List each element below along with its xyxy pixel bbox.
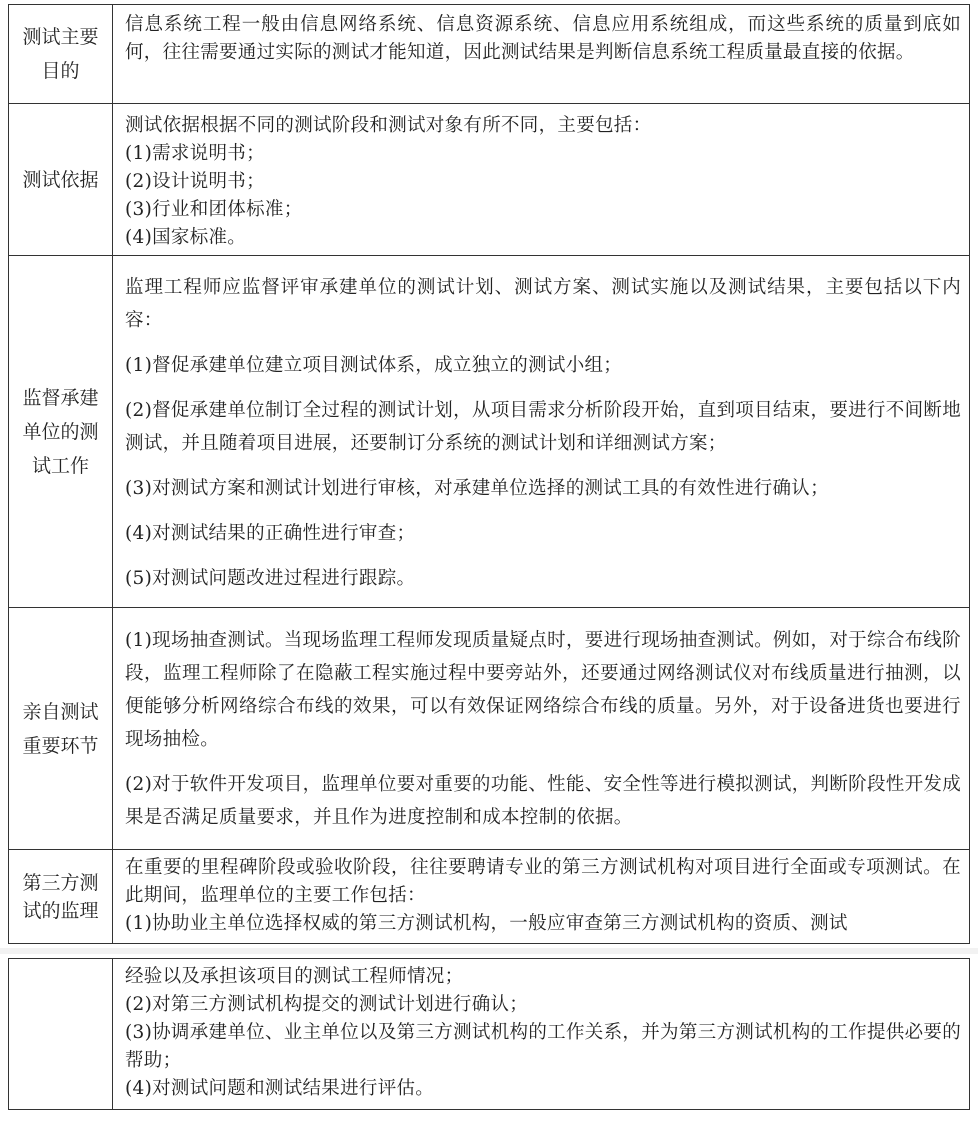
row-header-cell (9, 850, 113, 943)
table-row-third-party (9, 850, 969, 943)
row-content-cell (125, 256, 961, 607)
paragraph: 在重要的里程碑阶段或验收阶段，往往要聘请专业的第三方测试机构对项目进行全面或专项测试。在此期间，监理单位的主要工作包括： (125, 857, 961, 906)
row-content-cell (125, 608, 961, 849)
list-item: (3)对测试方案和测试计划进行审核，对承建单位选择的测试工具的有效性进行确认； (125, 478, 829, 499)
row-header-cell (9, 608, 113, 849)
row-header-label: 第三方测试的监理 (22, 871, 99, 922)
list-item: (5)对测试问题改进过程进行跟踪。 (125, 568, 416, 589)
row-header-cell (9, 104, 113, 255)
list-item: (4)对测试问题和测试结果进行评估。 (125, 1078, 435, 1099)
list-item: (2)对第三方测试机构提交的测试计划进行确认； (125, 994, 529, 1015)
list-item: (4)对测试结果的正确性进行审查； (125, 523, 416, 544)
row-header-cell-empty (9, 959, 113, 1109)
list-item: (2)对于软件开发项目，监理单位要对重要的功能、性能、安全性等进行模拟测试，判断阶段性开发成果是否满足质量要求，并且作为进度控制和成本控制的依据。 (125, 774, 961, 828)
table-row-key-testing (9, 608, 969, 850)
continuation-table (8, 958, 970, 1110)
paragraph: 信息系统工程一般由信息网络系统、信息资源系统、信息应用系统组成，而这些系统的质量到底如何，往往需要通过实际的测试才能知道，因此测试结果是判断信息系统工程质量最直接的依据。 (125, 14, 961, 63)
row-header-label: 亲自测试重要环节 (22, 700, 99, 757)
row-header-label: 测试依据 (22, 168, 99, 191)
list-item: (2)设计说明书； (125, 171, 265, 192)
paragraph: 经验以及承担该项目的测试工程师情况； (125, 966, 464, 987)
paragraph: 监理工程师应监督评审承建单位的测试计划、测试方案、测试实施以及测试结果，主要包括以下内容： (125, 277, 961, 331)
list-item: (3)协调承建单位、业主单位以及第三方测试机构的工作关系，并为第三方测试机构的工作提供必要的帮助； (125, 1022, 961, 1071)
list-item: (1)需求说明书； (125, 143, 265, 164)
table-row-continuation (9, 959, 969, 1109)
row-header-cell (9, 256, 113, 607)
table-row-test-basis (9, 104, 969, 256)
row-header-label: 测试主要目的 (22, 26, 99, 82)
list-item: (4)国家标准。 (125, 227, 247, 248)
table-row-supervise-testing (9, 256, 969, 608)
table-row-test-purpose (9, 5, 969, 104)
row-content-cell (125, 959, 961, 1109)
row-header-cell (9, 5, 113, 103)
main-table (8, 4, 970, 944)
list-item: (1)现场抽查测试。当现场监理工程师发现质量疑点时，要进行现场抽查测试。例如，对于综合布线阶段，监理工程师除了在隐蔽工程实施过程中要旁站外，还要通过网络测试仪对布线质量进行抽测，以便能够分析网络综合布线的效果，可以有效保证网络综合布线的质量。另外，对于设备进货也要进行现场抽检。 (125, 630, 961, 750)
page-separator (0, 948, 978, 954)
list-item: (2)督促承建单位制订全过程的测试计划，从项目需求分析阶段开始，直到项目结束，要进行不间断地测试，并且随着项目进展，还要制订分系统的测试计划和详细测试方案； (125, 400, 961, 454)
row-content-cell (125, 5, 961, 103)
row-content-cell (125, 850, 961, 943)
list-item: (1)督促承建单位建立项目测试体系，成立独立的测试小组； (125, 355, 623, 376)
row-content-cell (125, 104, 961, 255)
list-item: (3)行业和团体标准； (125, 199, 303, 220)
row-header-label: 监督承建单位的测试工作 (22, 386, 99, 477)
list-item: (1)协助业主单位选择权威的第三方测试机构，一般应审查第三方测试机构的资质、测试 (125, 913, 848, 934)
paragraph: 测试依据根据不同的测试阶段和测试对象有所不同，主要包括： (125, 115, 652, 136)
